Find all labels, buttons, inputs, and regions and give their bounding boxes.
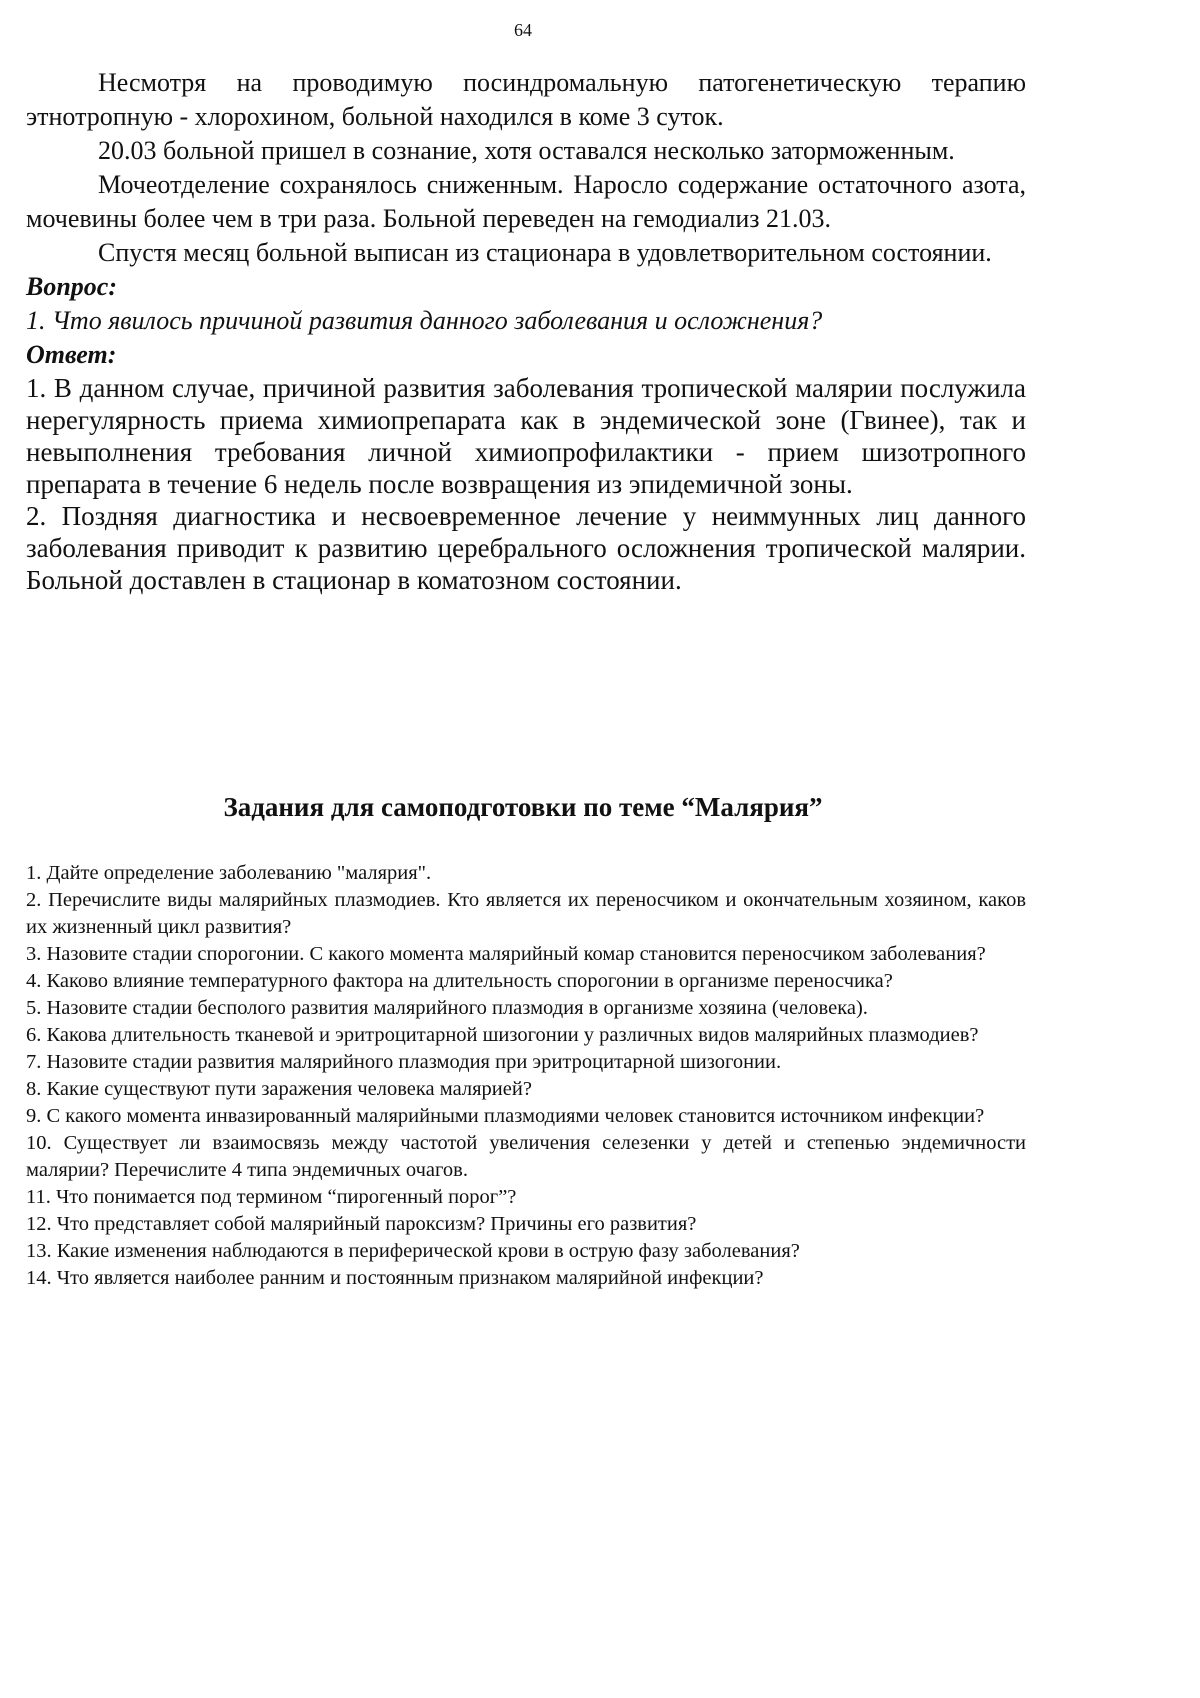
task-item: 13. Какие изменения наблюдаются в периферической крови в острую фазу заболевания? xyxy=(26,1240,800,1262)
task-item: 11. Что понимается под термином “пирогенный порог”? xyxy=(26,1186,517,1208)
tasks-heading: Задания для самоподготовки по теме “Малярия” xyxy=(223,792,823,822)
paragraph: 20.03 больной пришел в сознание, хотя оставался несколько заторможенным. xyxy=(98,136,955,165)
answer-item: 2. Поздняя диагностика и несвоевременное лечение у неиммунных лиц данного заболевания приводит к развитию церебрального осложнения тропической малярии. Больной доставлен в стационар в коматозном состоянии. xyxy=(26,501,1026,595)
task-item: 3. Назовите стадии спорогонии. С какого момента малярийный комар становится переносчиком заболевания? xyxy=(26,943,986,965)
question-label: Вопрос: xyxy=(26,272,117,301)
paragraph: Спустя месяц больной выписан из стационара в удовлетворительном состоянии. xyxy=(98,238,992,267)
answer-item: 1. В данном случае, причиной развития заболевания тропической малярии послужила нерегулярность приема химиопрепарата как в эндемической зоне (Гвинее), так и невыполнения требования личной химиопрофилактики - прием шизотропного препарата в течение 6 недель после возвращения из эпидемичной зоны. xyxy=(26,373,1026,499)
answer-label: Ответ: xyxy=(26,340,117,369)
task-item: 5. Назовите стадии бесполого развития малярийного плазмодия в организме хозяина (человека). xyxy=(26,997,868,1019)
question-text: 1. Что явилось причиной развития данного заболевания и осложнения? xyxy=(26,306,823,335)
task-item: 14. Что является наиболее ранним и постоянным признаком малярийной инфекции? xyxy=(26,1267,764,1289)
paragraph: Несмотря на проводимую посиндромальную патогенетическую терапию этнотропную - хлорохином, больной находился в коме 3 суток. xyxy=(26,68,1026,131)
task-item: 1. Дайте определение заболеванию "малярия". xyxy=(26,862,432,884)
page-number: 64 xyxy=(514,20,532,40)
task-item: 7. Назовите стадии развития малярийного плазмодия при эритроцитарной шизогонии. xyxy=(26,1051,782,1073)
task-item: 12. Что представляет собой малярийный пароксизм? Причины его развития? xyxy=(26,1213,697,1235)
paragraph: Мочеотделение сохранялось сниженным. Наросло содержание остаточного азота, мочевины более чем в три раза. Больной переведен на гемодиализ 21.03. xyxy=(26,170,1026,233)
task-item: 10. Существует ли взаимосвязь между частотой увеличения селезенки у детей и степенью эндемичности малярии? Перечислите 4 типа эндемичных очагов. xyxy=(26,1132,1026,1181)
task-item: 9. С какого момента инвазированный малярийными плазмодиями человек становится источником инфекции? xyxy=(26,1105,985,1127)
task-item: 6. Какова длительность тканевой и эритроцитарной шизогонии у различных видов малярийных плазмодиев? xyxy=(26,1024,979,1046)
task-item: 2. Перечислите виды малярийных плазмодиев. Кто является их переносчиком и окончательным хозяином, каков их жизненный цикл развития? xyxy=(26,889,1026,938)
case-description xyxy=(26,66,1026,596)
task-item: 8. Какие существуют пути заражения человека малярией? xyxy=(26,1078,532,1100)
tasks-list xyxy=(26,860,1026,1292)
task-item: 4. Каково влияние температурного фактора на длительность спорогонии в организме переносчика? xyxy=(26,970,893,992)
